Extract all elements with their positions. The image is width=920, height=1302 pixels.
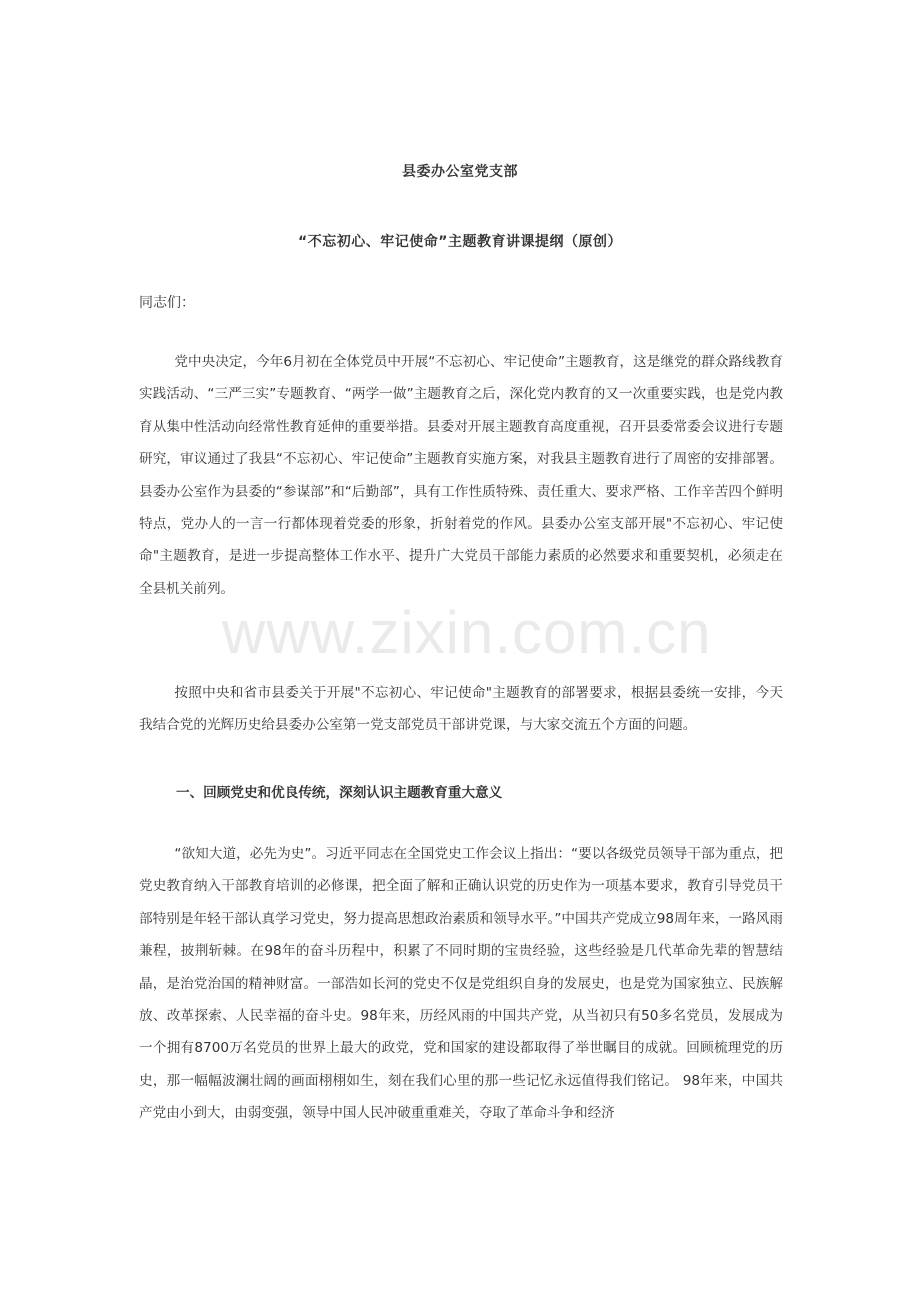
document-subtitle: “不忘初心、牢记使命”主题教育讲课提纲（原创）: [298, 234, 622, 250]
paragraph: 按照中央和省市县委关于开展"不忘初心、牢记使命"主题教育的部署要求，根据县委统一安排，今天我结合党的光辉历史给县委办公室第一党支部党员干部讲党课，与大家交流五个方面的问题。: [139, 685, 783, 734]
paragraph: 党中央决定，今年6月初在全体党员中开展“不忘初心、牢记使命”主题教育，这是继党的群众路线教育实践活动、“三严三实”专题教育、“两学一做”主题教育之后，深化党内教育的又一次重要实践，也是党内教育从集中性活动向经常性教育延伸的重要举措。县委对开展主题教育高度重视，召开县委常委会议进行专题研究，审议通过了我县“不忘初心、牢记使命”主题教育实施方案，对我县主题教育进行了周密的安排部署。县委办公室作为县委的“参谋部”和“后勤部”，具有工作性质特殊、责任重大、要求严格、工作辛苦四个鲜明特点，党办人的一言一行都体现着党委的形象，折射着党的作风。县委办公室支部开展"不忘初心、牢记使命"主题教育，是进一步提高整体工作水平、提升广大党员干部能力素质的必然要求和重要契机，必须走在全县机关前列。: [139, 354, 783, 597]
document-title: 县委办公室党支部: [402, 164, 518, 180]
section-heading: 一、回顾党史和优良传统，深刻认识主题教育重大意义: [176, 785, 503, 801]
paragraph: “欲知大道，必先为史”。习近平同志在全国党史工作会议上指出：“要以各级党员领导干部为重点，把党史教育纳入干部教育培训的必修课，把全面了解和正确认识党的历史作为一项基本要求，教育引导党员干部特别是年轻干部认真学习党史，努力提高思想政治素质和领导水平。”中国共产党成立98周年来，一路风雨兼程，披荆斩棘。在98年的奋斗历程中，积累了不同时期的宝贵经验，这些经验是几代革命先辈的智慧结晶，是治党治国的精神财富。一部浩如长河的党史不仅是党组织自身的发展史，也是党为国家独立、民族解放、改革探索、人民幸福的奋斗史。98年来，历经风雨的中国共产党，从当初只有50多名党员，发展成为一个拥有8700万名党员的世界上最大的政党，党和国家的建设都取得了举世瞩目的成就。回顾梳理党的历史，那一幅幅波澜壮阔的画面栩栩如生，刻在我们心里的那一些记忆永远值得我们铭记。 98年来，中国共产党由小到大，由弱变强，领导中国人民冲破重重难关，夺取了革命斗争和经济: [139, 846, 783, 1122]
watermark: www.zixin.com.cn: [222, 599, 712, 666]
greeting: 同志们：: [139, 295, 195, 311]
